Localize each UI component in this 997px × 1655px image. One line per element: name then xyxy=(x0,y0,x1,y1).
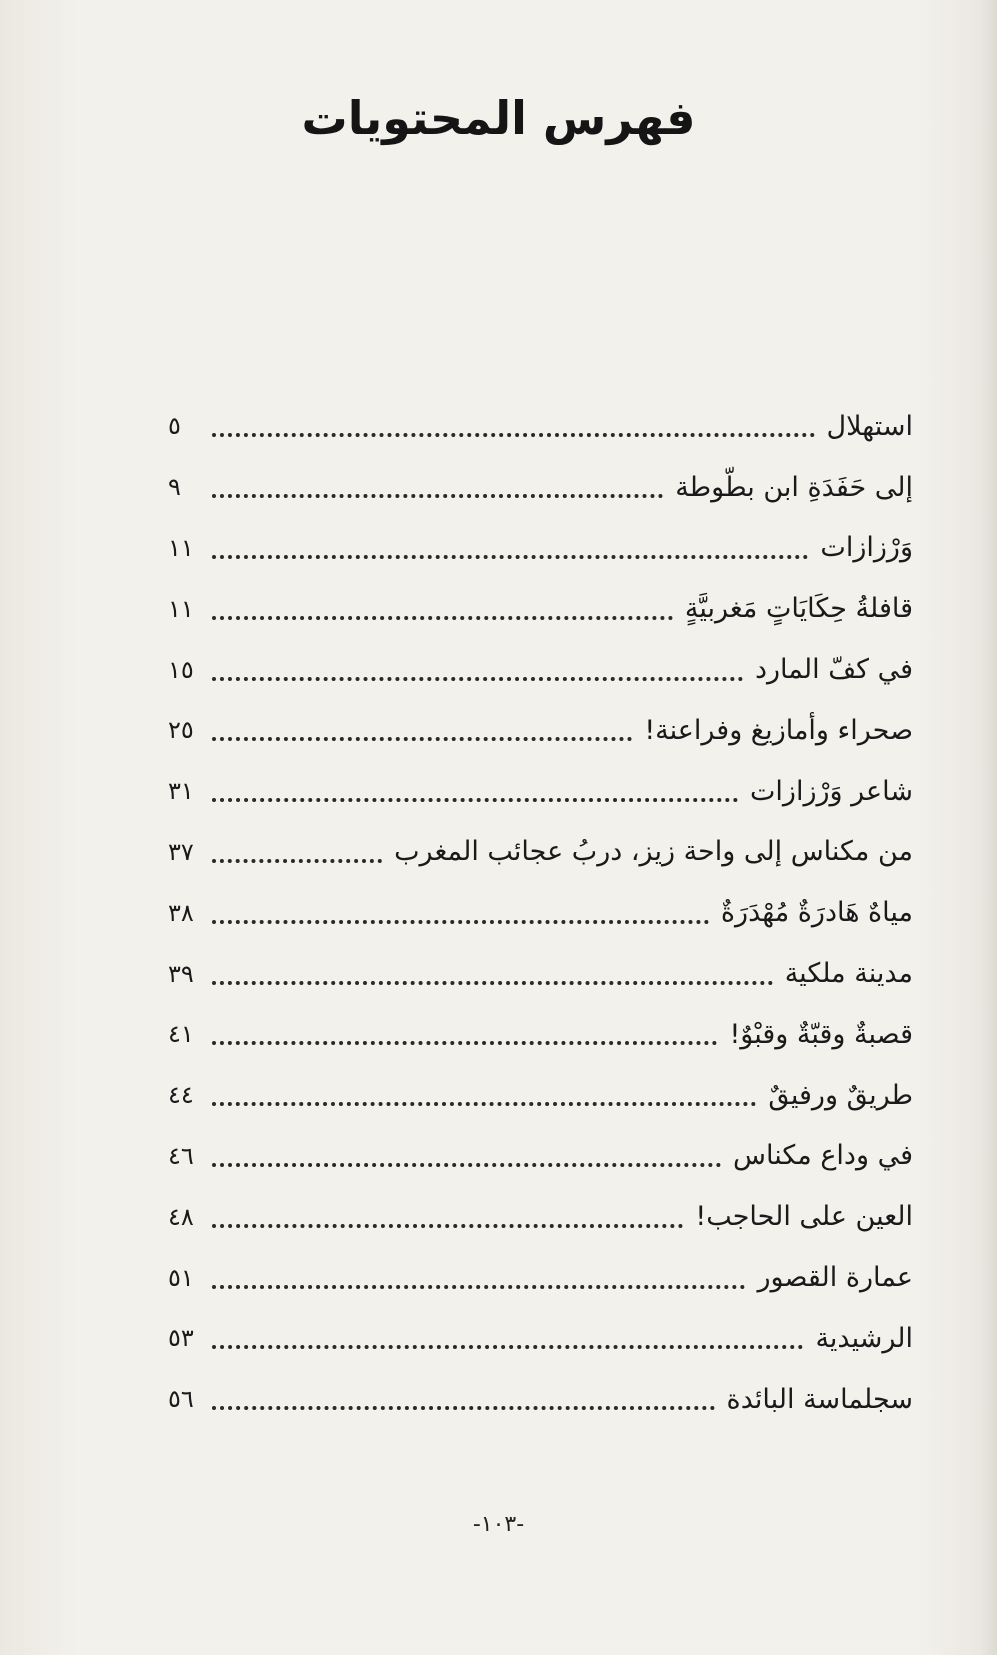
toc-entry-title: وَرْزازات xyxy=(820,532,913,564)
page-number: -١٠٣- xyxy=(472,1512,525,1537)
toc-entry-page: ٥ xyxy=(168,412,181,441)
dot-leader xyxy=(212,1224,683,1228)
toc-entry-page: ٥٣ xyxy=(168,1324,194,1353)
toc-entry xyxy=(168,1247,913,1308)
toc-entry-title: مدينة ملكية xyxy=(784,958,913,990)
dot-leader xyxy=(212,494,663,498)
toc-entry-page: ٢٥ xyxy=(168,716,194,745)
toc-entry-title: طريقٌ ورفيقٌ xyxy=(768,1079,913,1111)
toc-entry-page: ٤٨ xyxy=(168,1202,194,1231)
toc-entry xyxy=(168,700,913,761)
toc-entry xyxy=(168,518,913,579)
dot-leader xyxy=(212,1163,721,1167)
toc-entry-title: صحراء وأمازيغ وفراعنة! xyxy=(644,714,913,746)
dot-leader xyxy=(212,555,808,559)
dot-leader xyxy=(212,737,632,741)
toc-entry xyxy=(168,761,913,822)
toc-entry-page: ٤٦ xyxy=(168,1141,194,1170)
dot-leader xyxy=(212,798,738,802)
toc-entry-title: قصبةٌ وقبّةٌ وقبْوٌ! xyxy=(729,1018,913,1050)
dot-leader xyxy=(212,1102,756,1106)
dot-leader xyxy=(212,677,743,681)
toc-entry-page: ١١ xyxy=(168,594,194,623)
toc-entry-title: شاعر وَرْزازات xyxy=(749,775,913,807)
toc-entry xyxy=(168,1065,913,1126)
toc-entry-page: ٤١ xyxy=(168,1020,194,1049)
dot-leader xyxy=(212,859,382,863)
toc-entry xyxy=(168,822,913,883)
dot-leader xyxy=(212,1345,803,1349)
toc-entry-page: ٣٩ xyxy=(168,959,194,988)
toc-entry-title: في وداع مكناس xyxy=(733,1140,913,1172)
toc-entry-title: إلى حَفَدَةِ ابن بطّوطة xyxy=(675,471,913,503)
dot-leader xyxy=(212,1406,715,1410)
dot-leader xyxy=(212,1285,745,1289)
dot-leader xyxy=(212,433,815,437)
page-title: فهرس المحتويات xyxy=(301,91,696,145)
dot-leader xyxy=(212,616,673,620)
page-edge-shadow xyxy=(979,0,997,1655)
toc-entry xyxy=(168,457,913,518)
toc-entry xyxy=(168,943,913,1004)
toc-entry-page: ٥١ xyxy=(168,1263,194,1292)
toc-entry-page: ١١ xyxy=(168,533,194,562)
toc-entry-title: مياهٌ هَادرَةٌ مُهْدَرَةٌ xyxy=(720,897,913,929)
toc-entry-page: ١٥ xyxy=(168,655,194,684)
toc-entry-title: في كفّ المارد xyxy=(754,654,913,686)
toc-entry xyxy=(168,882,913,943)
toc-entry xyxy=(168,1126,913,1187)
dot-leader xyxy=(212,1041,717,1045)
toc-entry-title: الرشيدية xyxy=(815,1322,913,1354)
dot-leader xyxy=(212,920,709,924)
toc-entry-page: ٥٦ xyxy=(168,1385,194,1414)
toc-entry-page: ٣١ xyxy=(168,777,194,806)
toc-entry xyxy=(168,639,913,700)
toc-entry-page: ٤٤ xyxy=(168,1081,194,1110)
dot-leader xyxy=(212,981,773,985)
toc-entry-page: ٩ xyxy=(168,473,181,502)
table-of-contents xyxy=(168,396,913,1430)
toc-entry-title: استهلال xyxy=(826,410,913,442)
toc-entry-title: من مكناس إلى واحة زيز، دربُ عجائب المغرب xyxy=(394,836,913,868)
toc-entry-title: العين على الحاجب! xyxy=(695,1201,913,1233)
toc-entry-page: ٣٨ xyxy=(168,898,194,927)
toc-entry xyxy=(168,1004,913,1065)
toc-entry-page: ٣٧ xyxy=(168,837,194,866)
toc-entry-title: سجلماسة البائدة xyxy=(726,1383,913,1415)
toc-entry-title: قافلةُ حِكَايَاتٍ مَغربيَّةٍ xyxy=(684,593,913,625)
toc-entry xyxy=(168,1186,913,1247)
toc-entry-title: عمارة القصور xyxy=(757,1262,913,1294)
toc-entry xyxy=(168,578,913,639)
toc-entry xyxy=(168,1308,913,1369)
toc-entry xyxy=(168,1369,913,1430)
toc-entry xyxy=(168,396,913,457)
